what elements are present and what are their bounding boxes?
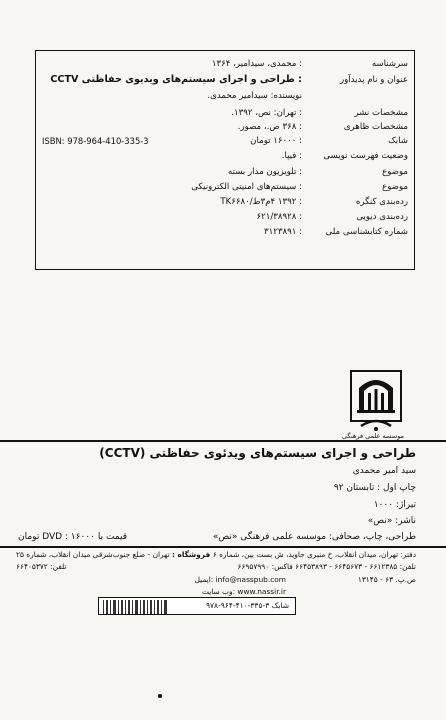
cip-row-publication xyxy=(36,107,414,119)
cip-label: رده‌بندی کنگره xyxy=(355,197,408,207)
cip-value: : تلویزیون مدار بسته xyxy=(228,167,302,177)
cip-row-physical xyxy=(36,121,414,133)
book-title: طراحی و اجرای سیستم‌های ویدئوی حفاظتی (CCTV) xyxy=(99,446,416,460)
store-address: تهران - ضلع جنوب‌شرقی میدان انقلاب، شماره ۲۵ xyxy=(16,550,170,559)
cip-row-status xyxy=(36,150,414,162)
cip-label: سرشناسه xyxy=(371,59,408,69)
cip-label: رده‌بندی دیویی xyxy=(356,212,408,222)
cip-value: : ۱۳۹۲ ۴م۳ط/TK۶۶۸۰ xyxy=(220,197,302,207)
publisher-line: ناشر: «نص» xyxy=(367,516,416,526)
cip-label: شماره کتابشناسی ملی xyxy=(325,227,408,237)
store-phone: تلفن: ۶۶۴۰۵۳۷۲ xyxy=(16,562,67,571)
cip-row-title xyxy=(36,74,414,86)
cip-label: مشخصات نشر xyxy=(354,108,408,118)
isbn-barcode-strip xyxy=(98,597,296,615)
cip-label: موضوع xyxy=(382,167,408,177)
cip-value: : ۳۱۲۳۸۹۱ xyxy=(264,227,302,237)
cip-value: : تهران: نص، ۱۳۹۲. xyxy=(231,108,302,118)
email: ایمیل: info@nasspub.com xyxy=(194,575,286,584)
cip-label: موضوع xyxy=(382,182,408,192)
cip-row-congress xyxy=(36,196,414,208)
website: وب سایت: www.nassir.ir xyxy=(201,587,286,596)
cip-value: : طراحی و اجرای سیستم‌های ویدیوی حفاظتی CCTV xyxy=(50,74,302,85)
divider-top xyxy=(0,440,446,442)
cip-row-subject xyxy=(36,181,414,193)
store-line xyxy=(16,550,210,559)
cip-label: مشخصات ظاهری xyxy=(343,122,408,132)
cip-value: : ۶۲۱/۳۸۹۲۸ xyxy=(256,212,302,222)
edition-line: چاپ اول : تابستان ۹۲ xyxy=(333,483,416,493)
cip-label: وضعیت فهرست نویسی xyxy=(323,151,408,161)
cip-label: عنوان و نام پدیدآور xyxy=(339,75,408,85)
author-line: سید امیر محمدی xyxy=(352,466,416,476)
publisher-logo-icon xyxy=(350,370,402,436)
cip-value: : سیستم‌های امنیتی الکترونیکی xyxy=(191,182,302,192)
cataloging-in-publication-box xyxy=(35,50,415,270)
print-run-line: تیراژ: ۱۰۰۰ xyxy=(373,500,416,510)
cip-value: : ۱۶۰۰۰ تومان xyxy=(250,136,302,146)
price-line: قیمت با DVD : ۱۶۰۰۰ تومان xyxy=(18,532,128,542)
cip-row-subject xyxy=(36,166,414,178)
cip-row-dewey xyxy=(36,211,414,223)
barcode-isbn-text: شابک ۳-۳۳۵-۴۱۰-۹۶۴-۹۷۸ xyxy=(205,601,289,610)
cip-value: : فیپا. xyxy=(281,151,302,161)
isbn-number: ISBN: 978-964-410-335-3 xyxy=(42,136,149,146)
design-print-line: طراحی، چاپ، صحافی: موسسه علمی فرهنگی «نص» xyxy=(212,532,416,542)
cip-row-author xyxy=(36,90,414,102)
cip-row-main-entry xyxy=(36,58,414,70)
cip-row-isbn xyxy=(36,135,414,147)
office-address: دفتر: تهران، میدان انقلاب، خ منیری جاوید، ش بست بین، شماره ۶ xyxy=(212,550,416,559)
cip-value: : محمدی، سیدامیر، ۱۳۶۴ xyxy=(211,59,302,69)
cip-row-national-bibliography xyxy=(36,226,414,238)
office-phones: تلفن: ۶۶۱۲۳۸۵ - ۶۶۴۵۶۷۳ - ۶۶۴۵۳۸۹۳ فاکس: ۶۶۹۵۷۹۹۰ xyxy=(237,562,416,571)
po-box: ص.پ. ۶۳ - ۱۳۱۴۵ xyxy=(357,575,416,584)
divider-bottom xyxy=(0,546,446,548)
publisher-caption: موسسه علمی فرهنگی xyxy=(342,432,404,440)
cip-value: : ۳۶۸ ص.، مصور. xyxy=(237,122,302,132)
cip-value: نویسنده: سیدامیر محمدی. xyxy=(207,91,302,101)
cip-label: شابک xyxy=(388,136,408,146)
store-label: فروشگاه : xyxy=(171,550,211,559)
page-dot xyxy=(158,694,162,698)
